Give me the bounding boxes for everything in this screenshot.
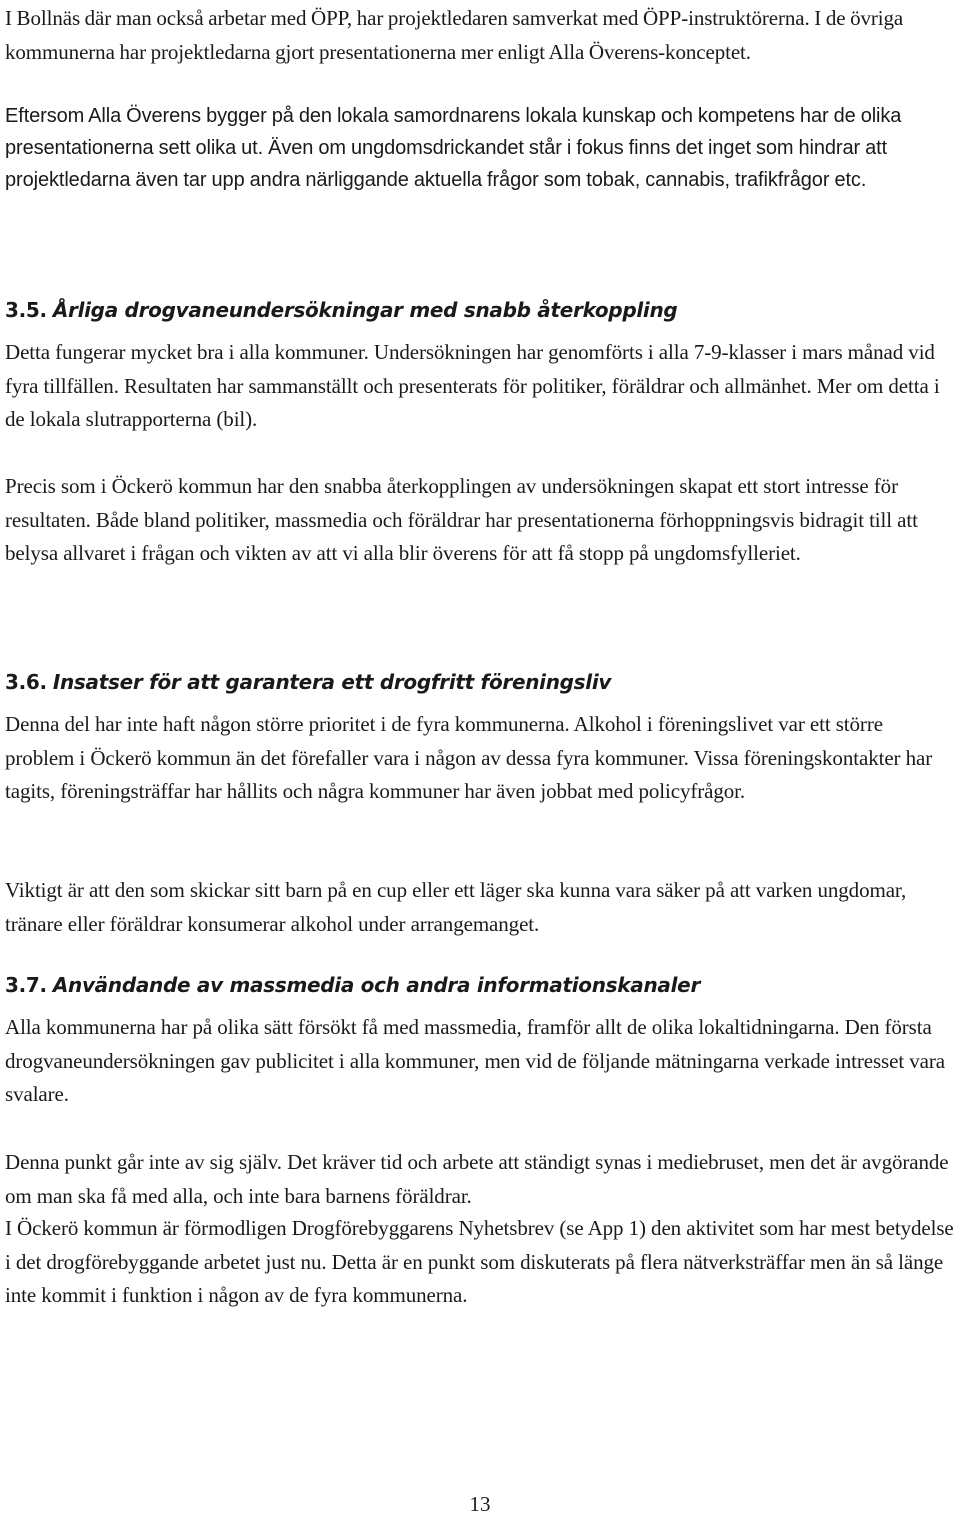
section-3-5-heading (5, 296, 677, 324)
page-number: 13 (469, 1492, 491, 1516)
section-3-6-number: 3.6. (5, 670, 47, 694)
section-3-7-paragraph-1: Alla kommunerna har på olika sätt försökt få med massmedia, framför allt de olika lokaltidningarna. Den första drogvaneundersökningen gav publicitet i alla kommuner, men vid de följande mätningarna verkade intresset vara svalare. (5, 1015, 945, 1107)
section-3-7-paragraph-3: I Öckerö kommun är förmodligen Drogförebyggarens Nyhetsbrev (se App 1) den aktivitet som har mest betydelse i det drogförebyggande arbetet just nu. Detta är en punkt som diskuterats på flera nätverksträffar men än så länge inte kommit i funktion i någon av de fyra kommunerna. (5, 1216, 954, 1308)
section-3-6-title: Insatser för att garantera ett drogfritt föreningsliv (52, 670, 612, 694)
section-3-6-paragraph-1: Denna del har inte haft någon större prioritet i de fyra kommunerna. Alkohol i föreningslivet var ett större problem i Öckerö kommun än det förefaller vara i någon av dessa fyra kommuner. Vissa föreningskontakter har tagits, föreningsträffar har hållits och några kommuner har även jobbat med policyfrågor. (5, 712, 933, 804)
section-3-6-heading (5, 668, 611, 696)
section-3-7-number: 3.7. (5, 973, 47, 997)
intro-paragraph-2: Eftersom Alla Överens bygger på den lokala samordnarens lokala kunskap och kompetens har de olika presentationerna sett olika ut. Även om ungdomsdrickandet står i fokus finns det inget som hindrar att projektledarna även tar upp andra närliggande aktuella frågor som tobak, cannabis, trafikfrågor etc. (5, 105, 902, 191)
section-3-5-paragraph-2: Precis som i Öckerö kommun har den snabba återkopplingen av undersökningen skapat ett stort intresse för resultaten. Både bland politiker, massmedia och föräldrar har presentationerna förhoppningsvis bidragit till att belysa allvaret i frågan och vikten av att vi alla blir överens för att få stopp på ungdomsfylleriet. (5, 474, 918, 566)
section-3-7-title: Användande av massmedia och andra informationskanaler (52, 973, 701, 997)
section-3-5-paragraph-1: Detta fungerar mycket bra i alla kommuner. Undersökningen har genomförts i alla 7-9-klasser i mars månad vid fyra tillfällen. Resultaten har sammanställt och presenterats för politiker, föräldrar och allmänhet. Mer om detta i de lokala slutrapporterna (bil). (5, 340, 940, 432)
intro-paragraph-1: I Bollnäs där man också arbetar med ÖPP, har projektledaren samverkat med ÖPP-instruktörerna. I de övriga kommunerna har projektledarna gjort presentationerna mer enligt Alla Överens-konceptet. (5, 6, 904, 64)
section-3-5-title: Årliga drogvaneundersökningar med snabb återkoppling (52, 298, 678, 322)
section-3-5-number: 3.5. (5, 298, 47, 322)
section-3-7-paragraph-2: Denna punkt går inte av sig själv. Det kräver tid och arbete att ständigt synas i mediebruset, men det är avgörande om man ska få med alla, och inte bara barnens föräldrar. (5, 1150, 949, 1208)
section-3-6-paragraph-2: Viktigt är att den som skickar sitt barn på en cup eller ett läger ska kunna vara säker på att varken ungdomar, tränare eller föräldrar konsumerar alkohol under arrangemanget. (5, 878, 907, 936)
section-3-7-heading (5, 971, 700, 999)
